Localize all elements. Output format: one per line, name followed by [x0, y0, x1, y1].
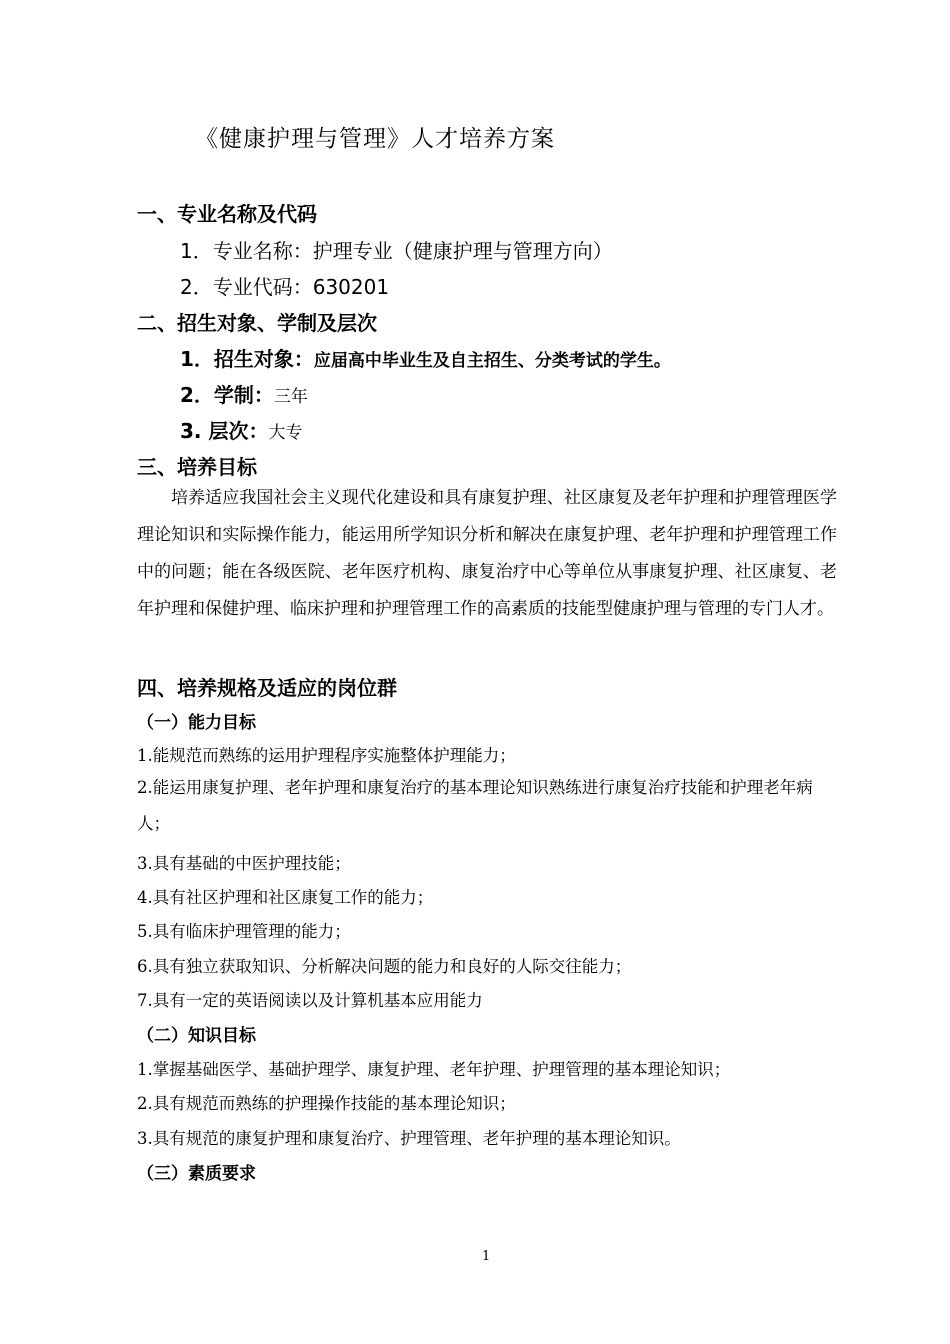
- knowledge-item-1: 1.掌握基础医学、基础护理学、康复护理、老年护理、护理管理的基本理论知识；: [137, 1060, 731, 1079]
- enrollment-target-line: [180, 343, 671, 372]
- study-length-value: 三年: [273, 387, 308, 407]
- knowledge-item-2: 2.具有规范而熟练的护理操作技能的基本理论知识；: [137, 1094, 516, 1113]
- ability-item-4: 4.具有社区护理和社区康复工作的能力；: [137, 888, 434, 907]
- major-code-line: 2．专业代码：630201: [180, 275, 390, 299]
- ability-item-3: 3.具有基础的中医护理技能；: [137, 854, 351, 873]
- enrollment-target-value: 应届高中毕业生及自主招生、分类考试的学生。: [313, 351, 671, 371]
- ability-item-5: 5.具有临床护理管理的能力；: [137, 922, 351, 941]
- ability-goals-heading: （一）能力目标: [137, 713, 256, 733]
- major-name-line: 1．专业名称：护理专业（健康护理与管理方向）: [180, 239, 613, 263]
- section-heading-major-name: 一、专业名称及代码: [137, 202, 317, 226]
- knowledge-item-3: 3.具有规范的康复护理和康复治疗、护理管理、老年护理的基本理论知识。: [137, 1129, 681, 1148]
- level-line: [180, 415, 302, 444]
- study-length-label: 2．学制：: [180, 383, 274, 407]
- ability-item-7: 7.具有一定的英语阅读以及计算机基本应用能力: [137, 991, 483, 1010]
- quality-requirements-heading: （三）素质要求: [137, 1164, 256, 1184]
- page-number: 1: [482, 1249, 491, 1264]
- ability-item-1: 1.能规范而熟练的运用护理程序实施整体护理能力；: [137, 746, 516, 765]
- study-length-line: [180, 379, 308, 408]
- document-title: 《健康护理与管理》人才培养方案: [195, 126, 555, 152]
- section-heading-enrollment: 二、招生对象、学制及层次: [137, 311, 377, 335]
- level-value: 大专: [268, 423, 303, 443]
- section-heading-training-goal: 三、培养目标: [137, 455, 257, 479]
- level-label: 3. 层次：: [180, 419, 269, 443]
- enrollment-target-label: 1．招生对象：: [180, 347, 314, 371]
- section-heading-specifications: 四、培养规格及适应的岗位群: [137, 676, 397, 700]
- knowledge-goals-heading: （二）知识目标: [137, 1026, 256, 1046]
- training-goal-paragraph: 培养适应我国社会主义现代化建设和具有康复护理、社区康复及老年护理和护理管理医学理论知识和实际操作能力，能运用所学知识分析和解决在康复护理、老年护理和护理管理工作中的问题；能在各级医院、老年医疗机构、康复治疗中心等单位从事康复护理、社区康复、老年护理和保健护理、临床护理和护理管理工作的高素质的技能型健康护理与管理的专门人才。: [137, 488, 837, 619]
- ability-item-2: 2.能运用康复护理、老年护理和康复治疗的基本理论知识熟练进行康复治疗技能和护理老年病人；: [137, 778, 813, 833]
- ability-item-6: 6.具有独立获取知识、分析解决问题的能力和良好的人际交往能力；: [137, 957, 632, 976]
